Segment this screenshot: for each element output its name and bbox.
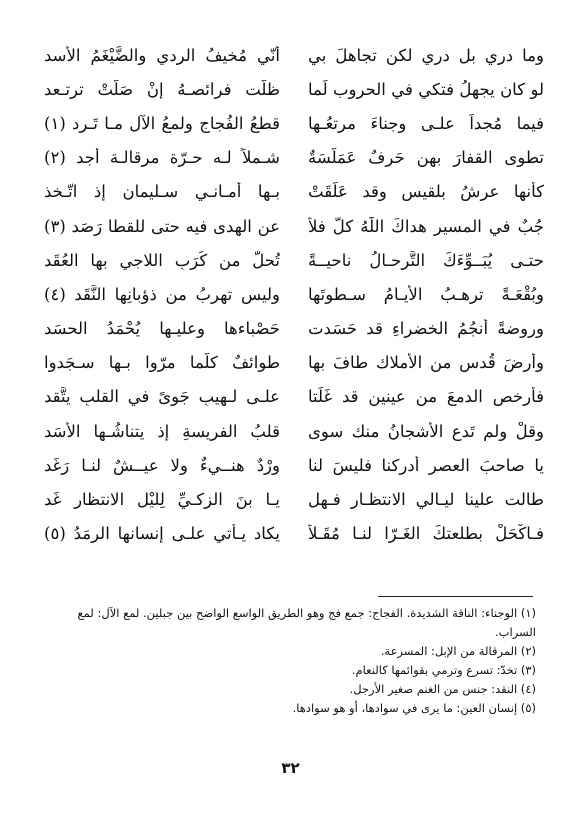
first-hemistich: فـاكْحَلْ بطلعتكَ الغَـرّا لنـا مُقَـلاً bbox=[308, 524, 544, 544]
second-hemistich: وليس تهربُ من ذؤبانِها النَّقَد (٤) bbox=[44, 284, 280, 304]
footnote: (٣) تخدّ: تسرع وترمي بقوائمها كالنعام. bbox=[351, 663, 536, 677]
second-hemistich: طوائفٌ كلّما مرّوا بـها سـجَدوا bbox=[44, 353, 280, 373]
first-hemistich: جُبٌ في المسيرِ هداكَ اللّٰهُ كلٌّ فلاً bbox=[308, 216, 544, 236]
first-hemistich: طالت علينا ليـالي الانتظـار فـهل bbox=[308, 490, 544, 510]
footnote: (٥) إنسان العين: ما يرى في سوادها، أو هو سوادها. bbox=[292, 701, 536, 715]
verse bbox=[44, 277, 544, 311]
first-hemistich: يا صاحبَ العصرِ أدركنا فليسَ لنا bbox=[308, 455, 544, 475]
verse bbox=[44, 175, 544, 209]
first-hemistich: فيما مُجداً علـى وجناءَ مرتعُـها bbox=[308, 113, 544, 133]
second-hemistich: بـها أمـانـي سـليمان إذ اتّـخذ bbox=[44, 182, 280, 202]
first-hemistich: وما دري بل دري لكن تجاهلَ بي bbox=[308, 45, 544, 65]
second-hemistich: تُحلُّ من كُرَبِ اللاجي بها العُقَد bbox=[44, 250, 280, 270]
second-hemistich: ظلّت فرائصـهُ إنْ صَلَّتْ ترتـعد bbox=[44, 79, 280, 99]
page-number: ٣٢ bbox=[281, 759, 300, 777]
second-hemistich: عن الهدى فيه حتى للقطا رَصَد (٣) bbox=[44, 216, 280, 236]
second-hemistich: وِرْدٌ هنــيءٌ ولا عيــشٌ لنـا رَغَد bbox=[44, 455, 280, 475]
verse bbox=[44, 380, 544, 414]
footnotes bbox=[36, 604, 536, 718]
verse bbox=[44, 38, 544, 72]
first-hemistich: تطوى القفارَ بهن حَرفٌ عَمَلَّسَةٌ bbox=[308, 148, 544, 168]
verse bbox=[44, 106, 544, 140]
footnote-separator bbox=[378, 596, 533, 597]
footnote: (١) الوجناء: الناقة الشديدة. الفجاج: جمع فج وهو الطريق الواسع الواضح بين جبلين. لمع الآل: لمع السراب. bbox=[77, 606, 536, 639]
footnote: (٤) النقد: جنس من الغنم صغير الأرجل. bbox=[349, 682, 536, 696]
first-hemistich: وأرضَ قُدسٍ من الأملاك طافَ بها bbox=[308, 353, 544, 373]
second-hemistich: قطعُ الفُجاج ولمعُ الآل مـا تَـرد (١) bbox=[44, 113, 280, 133]
verse bbox=[44, 209, 544, 243]
first-hemistich: حتـى يُبَــوِّءَكَ التَّرحـالُ ناحيــةً bbox=[308, 250, 544, 270]
first-hemistich: لو كان يجهلُ فتكي في الحروب لَما bbox=[308, 79, 544, 99]
verse bbox=[44, 141, 544, 175]
second-hemistich: شـملاً لـه حـرّة مرقالـة أجد (٢) bbox=[44, 148, 280, 168]
verse bbox=[44, 243, 544, 277]
poem bbox=[44, 38, 544, 551]
first-hemistich: كأنها عرشُ بلقيسٍ وقد عَلَقَتْ bbox=[308, 182, 544, 202]
verse bbox=[44, 482, 544, 516]
first-hemistich: وقلْ ولم تَدعِ الأشجانُ منك سوى bbox=[308, 421, 544, 441]
second-hemistich: علـى لـهيبِ جَوىً في القلبِ يتَّقد bbox=[44, 387, 280, 407]
verse bbox=[44, 346, 544, 380]
verse bbox=[44, 414, 544, 448]
first-hemistich: وبُقْعَـةً ترهـبُ الأيـامُ سـطوتَها bbox=[308, 284, 544, 304]
verse bbox=[44, 517, 544, 551]
verse bbox=[44, 72, 544, 106]
footnote: (٢) المرقالة من الإبل: المسرعة. bbox=[380, 644, 536, 658]
verse bbox=[44, 312, 544, 346]
second-hemistich: قلبُ الفريسةِ إذ يتناشُـها الأسَد bbox=[44, 421, 280, 441]
second-hemistich: يـا بنَ الزكـيِّ لِليْلِ الانتظارِ غَد bbox=[44, 490, 280, 510]
first-hemistich: وروضةً أنجُمُ الخضراءِ قد حَسَدت bbox=[308, 319, 544, 339]
verse bbox=[44, 448, 544, 482]
first-hemistich: فأرخصِ الدمعَ من عينينِ قد غَلَتا bbox=[308, 387, 544, 407]
second-hemistich: حَصْباءها وعليـها يُحْمَدُ الحسَد bbox=[44, 319, 280, 339]
second-hemistich: يكاد يـأتي علـى إنسانها الرمَدُ (٥) bbox=[44, 524, 280, 544]
second-hemistich: أنّي مُخيفُ الردي والضَّيْغَمُ الأسد bbox=[44, 45, 280, 65]
